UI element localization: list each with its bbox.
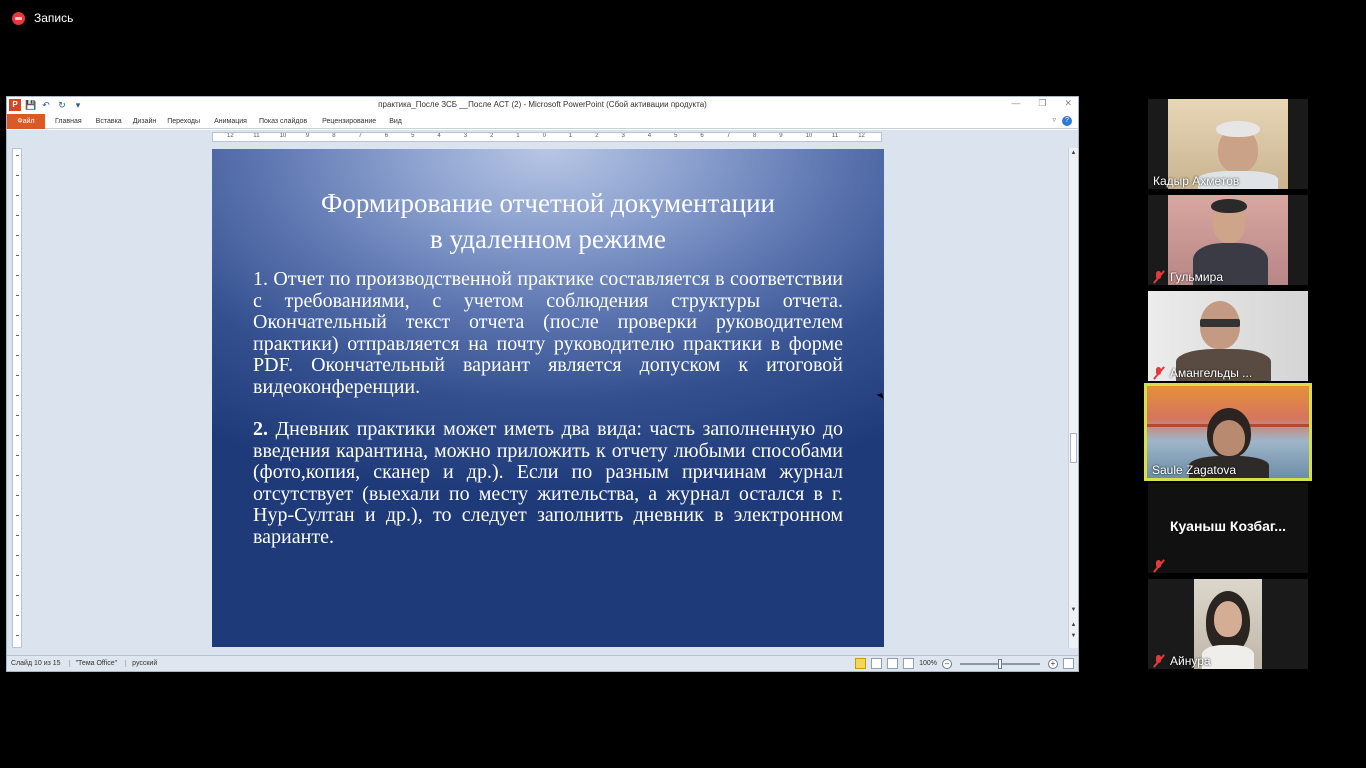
ruler-tick [16, 455, 19, 456]
participant-name [1153, 174, 1239, 188]
ribbon-right-controls [1052, 116, 1072, 126]
ruler-tick-label: 10 [805, 133, 813, 139]
ruler-tick-label: 8 [332, 133, 336, 139]
ruler-tick [16, 615, 19, 616]
participant-hair [1211, 199, 1247, 213]
participant-name [1152, 463, 1236, 477]
slide-paragraph-2 [253, 419, 843, 548]
tab-7[interactable]: Рецензирование [322, 118, 377, 125]
save-icon[interactable]: 💾 [25, 100, 37, 110]
ruler-tick-label: 6 [384, 133, 389, 139]
theme-name[interactable]: "Тема Office" [69, 660, 118, 667]
participant-glasses [1200, 319, 1240, 327]
slide-title-line2: в удаленном режиме [429, 224, 667, 254]
zoom-level[interactable]: 100% [919, 660, 937, 667]
ruler-tick [16, 435, 19, 436]
slideshow-icon[interactable] [903, 658, 914, 669]
ruler-tick [16, 415, 19, 416]
next-slide-icon[interactable]: ▼ [1070, 633, 1077, 639]
participant-name-text: Кадыр Ахметов [1153, 174, 1240, 188]
paragraph-2-text: Дневник практики может иметь два вида: часть заполненную до введения карантина, можно приложить к отчету любыми способами (фото,копия, сканер и др.). Если по разным причинам журнал отсутствует (выехали по месту жительства, а журнал остался в г. Нур-Султан и др.), то следует заполнить дневник в электронном варианте. [253, 418, 843, 548]
scroll-thumb[interactable] [1070, 433, 1077, 463]
tab-2[interactable]: Вставка [95, 118, 122, 125]
ruler-tick [16, 515, 19, 516]
maximize-icon[interactable]: ❐ [1038, 98, 1047, 108]
muted-mic-icon [1153, 367, 1164, 379]
ruler-tick [16, 355, 19, 356]
title-bar [7, 97, 1078, 114]
participant-name [1153, 366, 1252, 380]
ruler-tick-label: 7 [358, 133, 362, 139]
ruler-tick-label: 1 [568, 133, 573, 139]
ruler-tick [16, 175, 19, 176]
minimize-icon[interactable]: — [1011, 98, 1021, 108]
previous-slide-icon[interactable]: ▲ [1070, 622, 1077, 628]
status-bar [7, 655, 1078, 671]
ruler-tick [16, 255, 19, 256]
tab-3[interactable]: Дизайн [132, 118, 157, 125]
participant-name [1153, 270, 1223, 284]
ruler-tick-label: 5 [674, 133, 678, 139]
ruler-tick [16, 495, 19, 496]
language-indicator[interactable]: русский [125, 660, 157, 667]
reading-view-icon[interactable] [887, 658, 898, 669]
participant-hair [1216, 121, 1260, 137]
participant-name-no-video: Куаныш Козбаг... [1170, 518, 1286, 534]
ruler-tick [16, 335, 19, 336]
ribbon-tabs [7, 114, 1078, 129]
scroll-down-icon[interactable]: ▼ [1070, 607, 1077, 613]
redo-icon[interactable]: ↻ [58, 100, 66, 110]
ruler-tick [16, 275, 19, 276]
close-icon[interactable]: ✕ [1064, 98, 1072, 108]
ruler-tick-label: 3 [621, 133, 625, 139]
slide-body[interactable] [253, 269, 843, 569]
ruler-tick-label: 10 [279, 133, 287, 139]
slide-title[interactable] [212, 185, 884, 257]
participant-tile-5[interactable] [1148, 483, 1308, 573]
recording-label: Запись [34, 11, 74, 25]
ruler-tick-label: 7 [726, 133, 731, 139]
status-left [11, 660, 157, 667]
muted-mic-icon [1153, 560, 1164, 572]
minimize-ribbon-icon[interactable]: ▿ [1052, 117, 1056, 124]
slide-title-line1: Формирование отчетной документации [320, 188, 776, 218]
ruler-tick-label: 0 [542, 133, 546, 139]
participant-face [1214, 601, 1242, 637]
tab-list [55, 114, 402, 129]
muted-mic-icon [1153, 655, 1164, 667]
powerpoint-logo-icon[interactable]: P [9, 99, 21, 111]
tab-5[interactable]: Анимация [214, 118, 247, 125]
participant-tile-4[interactable] [1144, 383, 1312, 481]
participant-tile-6[interactable] [1148, 579, 1308, 669]
ruler-tick-label: 9 [779, 133, 783, 139]
ruler-tick [16, 295, 19, 296]
ruler-tick-label: 11 [831, 133, 839, 139]
ruler-tick [16, 475, 19, 476]
participant-name-text: Амангельды ... [1170, 366, 1253, 380]
tab-file[interactable]: Файл [7, 114, 45, 129]
tab-4[interactable]: Переходы [167, 118, 201, 125]
ruler-tick-label: 12 [227, 133, 234, 139]
ruler-tick [16, 635, 19, 636]
paragraph-2-number: 2. [253, 418, 268, 440]
ruler-tick-label: 5 [411, 133, 415, 139]
ruler-tick [16, 375, 19, 376]
customize-toolbar-icon[interactable]: ▾ [75, 100, 81, 110]
ruler-tick-label: 9 [305, 133, 310, 139]
undo-icon[interactable]: ↶ [42, 100, 50, 110]
ruler-tick [16, 595, 19, 596]
tab-1[interactable]: Главная [55, 118, 82, 125]
zoom-slider[interactable] [960, 663, 1040, 665]
powerpoint-window [6, 96, 1079, 672]
tab-8[interactable]: Вид [389, 118, 402, 125]
ruler-tick-label: 6 [700, 133, 704, 139]
vertical-ruler [12, 148, 22, 648]
participant-name [1153, 654, 1211, 668]
status-right [855, 658, 1074, 669]
participant-tile-1[interactable] [1148, 99, 1308, 189]
ruler-tick-label: 4 [437, 133, 441, 139]
participant-name-text: Айнура [1170, 654, 1211, 668]
ruler-tick [16, 395, 19, 396]
zoom-out-icon[interactable]: – [942, 659, 952, 669]
ruler-tick [16, 575, 19, 576]
slide-sorter-icon[interactable] [871, 658, 882, 669]
ruler-tick-label: 1 [516, 133, 520, 139]
slide-paragraph-1: 1. Отчет по производственной практике составляется в соответствии с требованиями, с учетом соблюдения структуры отчета. Окончательный текст отчета (после проверки руководителем практики) отправляется на почту руководителю практики в форме PDF. Окончательный вариант является допуском к итоговой видеоконференции. [253, 268, 843, 398]
ruler-tick-label: 2 [595, 133, 599, 139]
ruler-tick [16, 315, 19, 316]
ruler-tick-label: 12 [858, 133, 865, 139]
vertical-scrollbar[interactable] [1068, 148, 1078, 648]
ruler-tick-label: 2 [490, 133, 494, 139]
ruler-tick [16, 535, 19, 536]
normal-view-icon[interactable] [855, 658, 866, 669]
muted-mic-icon [1153, 271, 1164, 283]
scroll-up-icon[interactable]: ▲ [1070, 150, 1077, 156]
ruler-tick [16, 555, 19, 556]
ruler-tick [16, 235, 19, 236]
participant-status [1153, 560, 1164, 572]
ruler-tick [16, 155, 19, 156]
ruler-tick-label: 8 [753, 133, 757, 139]
participant-name-text: Гульмира [1170, 270, 1223, 284]
editing-workspace [7, 130, 1078, 657]
fit-to-window-icon[interactable] [1063, 658, 1074, 669]
help-icon[interactable]: ? [1062, 116, 1072, 126]
ruler-tick [16, 215, 19, 216]
tab-6[interactable]: Показ слайдов [258, 118, 308, 125]
participant-face [1213, 420, 1245, 456]
ruler-tick-label: 4 [647, 133, 652, 139]
participant-tile-2[interactable] [1148, 195, 1308, 285]
ruler-tick-label: 11 [253, 133, 260, 139]
record-icon [12, 12, 25, 25]
horizontal-ruler [212, 132, 882, 142]
recording-indicator[interactable] [12, 11, 73, 25]
zoom-slider-knob[interactable] [998, 659, 1002, 669]
zoom-in-icon[interactable]: + [1048, 659, 1058, 669]
ruler-tick-label: 3 [463, 133, 468, 139]
ruler-tick [16, 195, 19, 196]
participant-tile-3[interactable] [1148, 291, 1308, 381]
window-title: практика_После ЗСБ __После АСТ (2) - Microsoft PowerPoint (Сбой активации продукта) [378, 100, 707, 109]
window-controls [1011, 98, 1072, 109]
slide-counter: Слайд 10 из 15 [11, 660, 61, 667]
participant-name-text: Saule Zagatova [1152, 463, 1237, 477]
slide-canvas[interactable] [212, 149, 884, 647]
